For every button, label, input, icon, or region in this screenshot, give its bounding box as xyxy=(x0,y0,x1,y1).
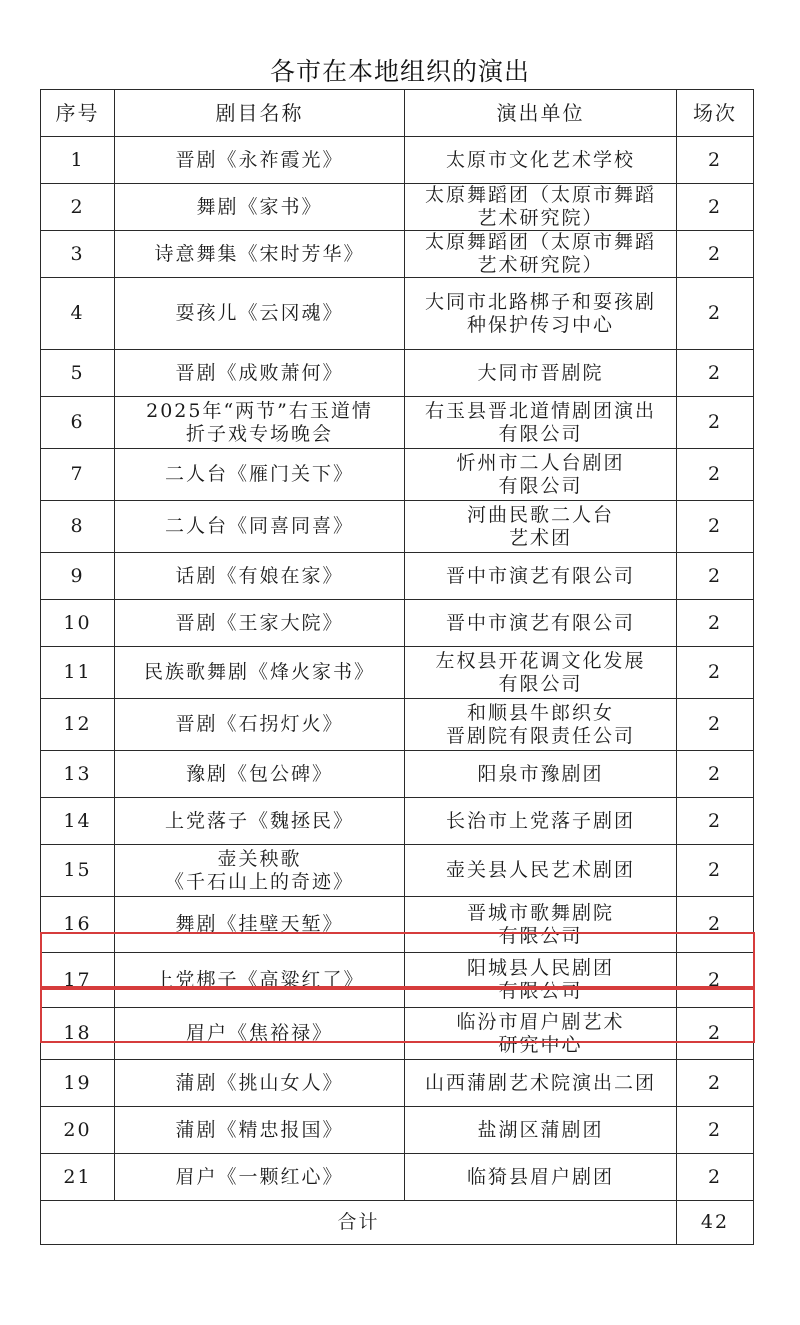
performance-count-cell: 2 xyxy=(677,449,754,501)
row-index: 5 xyxy=(41,350,115,397)
table-row xyxy=(41,897,754,953)
row-index: 8 xyxy=(41,501,115,553)
table-row xyxy=(41,1060,754,1107)
program-name-line: 二人台《雁门关下》 xyxy=(164,463,354,485)
program-name-cell xyxy=(115,647,405,699)
program-name-cell xyxy=(115,553,405,600)
performing-unit-line: 长治市上党落子剧团 xyxy=(445,809,635,832)
program-name-line: 民族歌舞剧《烽火家书》 xyxy=(143,661,375,683)
performing-unit-line: 种保护传习中心 xyxy=(466,313,614,336)
performing-unit-line: 忻州市二人台剧团 xyxy=(456,451,625,474)
performing-unit-cell xyxy=(405,184,677,231)
program-name-cell xyxy=(115,751,405,798)
performing-unit-line: 大同市晋剧院 xyxy=(477,361,604,384)
performing-unit-cell xyxy=(405,231,677,278)
performance-count-cell: 2 xyxy=(677,953,754,1008)
table-row xyxy=(41,350,754,397)
table-row xyxy=(41,501,754,553)
program-name-line: 二人台《同喜同喜》 xyxy=(164,515,354,537)
program-name-cell xyxy=(115,600,405,647)
row-index: 3 xyxy=(41,231,115,278)
performing-unit-cell xyxy=(405,1008,677,1060)
table-row xyxy=(41,449,754,501)
performing-unit-line: 太原舞蹈团（太原市舞蹈 xyxy=(424,231,656,253)
performing-unit-cell xyxy=(405,1154,677,1201)
program-name-cell xyxy=(115,449,405,501)
row-index: 2 xyxy=(41,184,115,231)
performance-count-cell: 2 xyxy=(677,553,754,600)
table-row xyxy=(41,278,754,350)
performing-unit-line: 临猗县眉户剧团 xyxy=(466,1165,614,1188)
performing-unit-cell xyxy=(405,953,677,1008)
performing-unit-cell xyxy=(405,1107,677,1154)
performing-unit-line: 有限公司 xyxy=(498,422,583,445)
program-name-line: 晋剧《永祚霞光》 xyxy=(175,148,344,171)
program-name-line: 眉户《一颗红心》 xyxy=(175,1165,344,1188)
table-row xyxy=(41,699,754,751)
row-index: 20 xyxy=(41,1107,115,1154)
row-index: 21 xyxy=(41,1154,115,1201)
performance-count-cell: 2 xyxy=(677,751,754,798)
performing-unit-cell xyxy=(405,137,677,184)
program-name-line: 折子戏专场晚会 xyxy=(185,422,333,445)
program-name-cell xyxy=(115,278,405,350)
performing-unit-line: 太原舞蹈团（太原市舞蹈 xyxy=(424,184,656,206)
performing-unit-cell xyxy=(405,798,677,845)
total-value: 42 xyxy=(677,1201,754,1245)
performing-unit-line: 晋城市歌舞剧院 xyxy=(466,901,614,924)
performing-unit-line: 阳城县人民剧团 xyxy=(466,957,614,979)
performing-unit-line: 晋中市演艺有限公司 xyxy=(445,564,635,587)
performing-unit-line: 河曲民歌二人台 xyxy=(466,503,614,526)
performing-unit-line: 艺术研究院） xyxy=(477,207,604,229)
program-name-cell xyxy=(115,1107,405,1154)
performance-count-cell: 2 xyxy=(677,798,754,845)
program-name-cell xyxy=(115,137,405,184)
program-name-line: 2025年“两节”右玉道情 xyxy=(146,399,373,422)
program-name-line: 晋剧《王家大院》 xyxy=(175,611,344,634)
program-name-line: 诗意舞集《宋时芳华》 xyxy=(154,242,365,265)
performing-unit-cell xyxy=(405,501,677,553)
performing-unit-line: 艺术研究院） xyxy=(477,254,604,276)
program-name-line: 耍孩儿《云冈魂》 xyxy=(175,302,344,324)
row-index: 14 xyxy=(41,798,115,845)
performing-unit-line: 研究中心 xyxy=(498,1033,583,1056)
row-index: 12 xyxy=(41,699,115,751)
performing-unit-line: 有限公司 xyxy=(498,672,583,695)
document-title: 各市在本地组织的演出 xyxy=(269,57,530,86)
program-name-cell xyxy=(115,1008,405,1060)
performing-unit-cell xyxy=(405,1060,677,1107)
performance-count-cell: 2 xyxy=(677,647,754,699)
table-row xyxy=(41,798,754,845)
table-row xyxy=(41,137,754,184)
row-index: 13 xyxy=(41,751,115,798)
row-index: 16 xyxy=(41,897,115,953)
performing-unit-line: 晋剧院有限责任公司 xyxy=(445,724,635,747)
program-name-cell xyxy=(115,231,405,278)
performing-unit-cell xyxy=(405,553,677,600)
program-name-line: 《千石山上的奇迹》 xyxy=(164,870,354,893)
performance-count-cell: 2 xyxy=(677,184,754,231)
performance-count-cell: 2 xyxy=(677,1060,754,1107)
performing-unit-line: 临汾市眉户剧艺术 xyxy=(456,1010,625,1033)
performing-unit-line: 左权县开花调文化发展 xyxy=(435,649,646,672)
performance-count-cell: 2 xyxy=(677,897,754,953)
performing-unit-line: 阳泉市豫剧团 xyxy=(477,762,604,785)
program-name-cell xyxy=(115,1060,405,1107)
performing-unit-line: 太原市文化艺术学校 xyxy=(445,148,635,171)
program-name-cell xyxy=(115,397,405,449)
program-name-line: 眉户《焦裕禄》 xyxy=(185,1022,333,1044)
row-index: 19 xyxy=(41,1060,115,1107)
performing-unit-line: 晋中市演艺有限公司 xyxy=(445,611,635,634)
performing-unit-cell xyxy=(405,449,677,501)
performance-count-cell: 2 xyxy=(677,501,754,553)
table-body xyxy=(41,137,754,1201)
performing-unit-cell xyxy=(405,751,677,798)
row-index: 4 xyxy=(41,278,115,350)
header-program-name: 剧目名称 xyxy=(115,90,405,137)
table-row xyxy=(41,953,754,1008)
table-row xyxy=(41,1154,754,1201)
performance-count-cell: 2 xyxy=(677,699,754,751)
header-performance-count: 场次 xyxy=(677,90,754,137)
program-name-cell xyxy=(115,953,405,1008)
table-header-row xyxy=(41,90,754,137)
performance-count-cell: 2 xyxy=(677,600,754,647)
performance-count-cell: 2 xyxy=(677,231,754,278)
program-name-line: 晋剧《石拐灯火》 xyxy=(175,713,344,735)
performing-unit-line: 大同市北路梆子和耍孩剧 xyxy=(424,290,656,313)
performing-unit-cell xyxy=(405,397,677,449)
program-name-cell xyxy=(115,184,405,231)
row-index: 10 xyxy=(41,600,115,647)
performance-table xyxy=(40,89,754,1245)
program-name-cell xyxy=(115,1154,405,1201)
program-name-cell xyxy=(115,798,405,845)
table-row xyxy=(41,845,754,897)
performing-unit-line: 右玉县晋北道情剧团演出 xyxy=(424,399,656,422)
table-row xyxy=(41,184,754,231)
program-name-line: 上党梆子《高粱红了》 xyxy=(154,968,365,991)
row-index: 17 xyxy=(41,953,115,1008)
table-row xyxy=(41,647,754,699)
program-name-line: 蒲剧《精忠报国》 xyxy=(175,1118,344,1141)
performing-unit-cell xyxy=(405,600,677,647)
performance-count-cell: 2 xyxy=(677,1008,754,1060)
table-row xyxy=(41,751,754,798)
program-name-line: 晋剧《成败萧何》 xyxy=(175,361,344,384)
program-name-cell xyxy=(115,501,405,553)
row-index: 18 xyxy=(41,1008,115,1060)
performing-unit-line: 有限公司 xyxy=(498,924,583,947)
program-name-cell xyxy=(115,350,405,397)
performing-unit-line: 有限公司 xyxy=(498,980,583,1002)
performance-count-cell: 2 xyxy=(677,137,754,184)
performance-count-cell: 2 xyxy=(677,397,754,449)
row-index: 11 xyxy=(41,647,115,699)
table-row xyxy=(41,397,754,449)
program-name-line: 壶关秧歌 xyxy=(217,847,302,870)
header-performing-unit: 演出单位 xyxy=(405,90,677,137)
performing-unit-cell xyxy=(405,278,677,350)
performance-count-cell: 2 xyxy=(677,350,754,397)
total-row xyxy=(41,1201,754,1245)
performing-unit-cell xyxy=(405,897,677,953)
total-label: 合计 xyxy=(41,1201,677,1245)
table-row xyxy=(41,553,754,600)
row-index: 6 xyxy=(41,397,115,449)
performing-unit-line: 和顺县牛郎织女 xyxy=(466,701,614,724)
performing-unit-line: 壶关县人民艺术剧团 xyxy=(445,859,635,881)
header-index: 序号 xyxy=(41,90,115,137)
performance-count-cell: 2 xyxy=(677,1154,754,1201)
program-name-line: 豫剧《包公碑》 xyxy=(185,762,333,785)
program-name-cell xyxy=(115,897,405,953)
program-name-line: 上党落子《魏拯民》 xyxy=(164,809,354,832)
performing-unit-cell xyxy=(405,647,677,699)
program-name-line: 蒲剧《挑山女人》 xyxy=(175,1071,344,1094)
program-name-cell xyxy=(115,845,405,897)
table-row xyxy=(41,231,754,278)
performing-unit-cell xyxy=(405,699,677,751)
row-index: 15 xyxy=(41,845,115,897)
row-index: 1 xyxy=(41,137,115,184)
performing-unit-line: 有限公司 xyxy=(498,474,583,497)
performance-count-cell: 2 xyxy=(677,278,754,350)
performance-count-cell: 2 xyxy=(677,845,754,897)
row-index: 9 xyxy=(41,553,115,600)
program-name-cell xyxy=(115,699,405,751)
performance-count-cell: 2 xyxy=(677,1107,754,1154)
program-name-line: 话剧《有娘在家》 xyxy=(175,564,344,587)
row-index: 7 xyxy=(41,449,115,501)
table-row xyxy=(41,600,754,647)
performing-unit-cell xyxy=(405,845,677,897)
performing-unit-line: 艺术团 xyxy=(508,526,572,549)
program-name-line: 舞剧《挂壁天堑》 xyxy=(175,913,344,935)
performing-unit-line: 山西蒲剧艺术院演出二团 xyxy=(424,1071,656,1094)
table-row xyxy=(41,1008,754,1060)
performing-unit-line: 盐湖区蒲剧团 xyxy=(477,1118,604,1141)
table-row xyxy=(41,1107,754,1154)
performing-unit-cell xyxy=(405,350,677,397)
program-name-line: 舞剧《家书》 xyxy=(196,195,323,218)
